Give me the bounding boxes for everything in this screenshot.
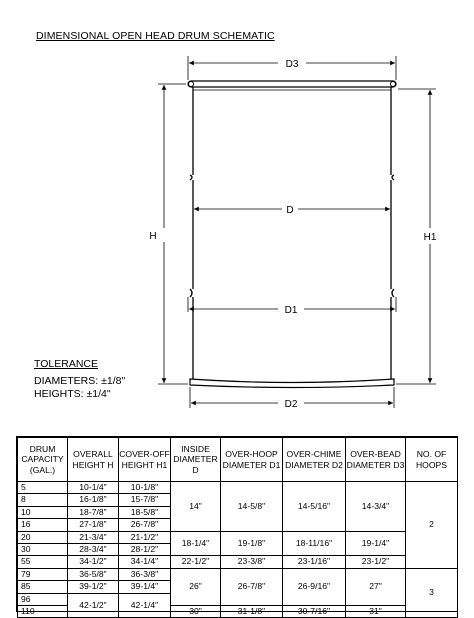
header-inside-diameter: INSIDE DIAMETER D — [171, 438, 221, 482]
over-bead-diameter-cell: 14-3/4" — [346, 482, 406, 532]
d3-label: D3 — [285, 59, 299, 70]
d-label: D — [286, 205, 294, 216]
tolerance-title: TOLERANCE — [34, 358, 98, 370]
capacity-cell: 96 — [18, 593, 68, 605]
over-chime-diameter-cell: 30-7/16" — [283, 606, 346, 618]
cover-off-height-cell: 28-1/2" — [119, 544, 171, 556]
table-row — [18, 568, 458, 580]
capacity-cell: 55 — [18, 556, 68, 568]
header-over-bead-diameter: OVER-BEAD DIAMETER D3 — [346, 438, 406, 482]
over-bead-diameter-cell: 19-1/4" — [346, 531, 406, 556]
over-hoop-diameter-cell: 26-7/8" — [221, 568, 283, 605]
overall-height-cell: 27-1/8" — [68, 519, 119, 531]
h-label: H — [149, 231, 157, 242]
header-over-chime-diameter: OVER-CHIME DIAMETER D2 — [283, 438, 346, 482]
overall-height-cell: 21-3/4" — [68, 531, 119, 543]
overall-height-cell: 18-7/8" — [68, 506, 119, 518]
capacity-cell: 79 — [18, 568, 68, 580]
inside-diameter-cell: 14" — [171, 482, 221, 532]
cover-off-height-cell: 42-1/4" — [119, 593, 171, 618]
tolerance-heights: HEIGHTS: ±1/4" — [34, 388, 111, 400]
d1-label: D1 — [284, 305, 298, 316]
drum-body — [190, 86, 394, 382]
h1-label: H1 — [423, 232, 437, 243]
over-bead-diameter-cell: 31" — [346, 606, 406, 618]
capacity-cell: 16 — [18, 519, 68, 531]
drum-top-bead — [188, 81, 396, 90]
over-hoop-diameter-cell: 19-1/8" — [221, 531, 283, 556]
cover-off-height-cell: 26-7/8" — [119, 519, 171, 531]
inside-diameter-cell: 22-1/2" — [171, 556, 221, 568]
over-hoop-diameter-cell: 23-3/8" — [221, 556, 283, 568]
overall-height-cell: 39-1/2" — [68, 581, 119, 593]
cover-off-height-cell: 21-1/2" — [119, 531, 171, 543]
capacity-cell: 85 — [18, 581, 68, 593]
d2-label: D2 — [284, 399, 298, 410]
over-bead-diameter-cell: 27" — [346, 568, 406, 605]
table-row — [18, 556, 458, 568]
drum-bottom-chime — [190, 379, 394, 388]
overall-height-cell: 28-3/4" — [68, 544, 119, 556]
drum-dimensions-table — [17, 437, 458, 618]
overall-height-cell: 42-1/2" — [68, 593, 119, 618]
over-chime-diameter-cell: 14-5/16" — [283, 482, 346, 532]
hoops-cell: 3 — [406, 568, 458, 618]
table-header-row — [18, 438, 458, 482]
capacity-cell: 20 — [18, 531, 68, 543]
over-chime-diameter-cell: 18-11/16" — [283, 531, 346, 556]
tolerance-diameters: DIAMETERS: ±1/8" — [34, 375, 126, 387]
over-chime-diameter-cell: 26-9/16" — [283, 568, 346, 605]
overall-height-cell: 36-5/8" — [68, 568, 119, 580]
page-title: DIMENSIONAL OPEN HEAD DRUM SCHEMATIC — [36, 30, 275, 42]
header-no-of-hoops: NO. OF HOOPS — [406, 438, 458, 482]
header-overall-height: OVERALL HEIGHT H — [68, 438, 119, 482]
over-bead-diameter-cell: 23-1/2" — [346, 556, 406, 568]
cover-off-height-cell: 10-1/8" — [119, 482, 171, 494]
cover-off-height-cell: 34-1/4" — [119, 556, 171, 568]
capacity-cell: 8 — [18, 494, 68, 506]
over-chime-diameter-cell: 23-1/16" — [283, 556, 346, 568]
capacity-cell: 30 — [18, 544, 68, 556]
capacity-cell: 110 — [18, 606, 68, 618]
dimension-h — [158, 84, 188, 384]
header-over-hoop-diameter: OVER-HOOP DIAMETER D1 — [221, 438, 283, 482]
capacity-cell: 10 — [18, 506, 68, 518]
table-row — [18, 482, 458, 494]
cover-off-height-cell: 39-1/4" — [119, 581, 171, 593]
inside-diameter-cell: 18-1/4" — [171, 531, 221, 556]
overall-height-cell: 10-1/4" — [68, 482, 119, 494]
header-cover-off-height: COVER-OFF HEIGHT H1 — [119, 438, 171, 482]
overall-height-cell: 16-1/8" — [68, 494, 119, 506]
capacity-cell: 5 — [18, 482, 68, 494]
cover-off-height-cell: 18-5/8" — [119, 506, 171, 518]
hoops-cell: 2 — [406, 482, 458, 569]
cover-off-height-cell: 15-7/8" — [119, 494, 171, 506]
over-hoop-diameter-cell: 14-5/8" — [221, 482, 283, 532]
inside-diameter-cell: 26" — [171, 568, 221, 605]
inside-diameter-cell: 30" — [171, 606, 221, 618]
overall-height-cell: 34-1/2" — [68, 556, 119, 568]
table-row — [18, 531, 458, 543]
header-capacity: DRUM CAPACITY (GAL.) — [18, 438, 68, 482]
over-hoop-diameter-cell: 31-1/8" — [221, 606, 283, 618]
cover-off-height-cell: 36-3/8" — [119, 568, 171, 580]
